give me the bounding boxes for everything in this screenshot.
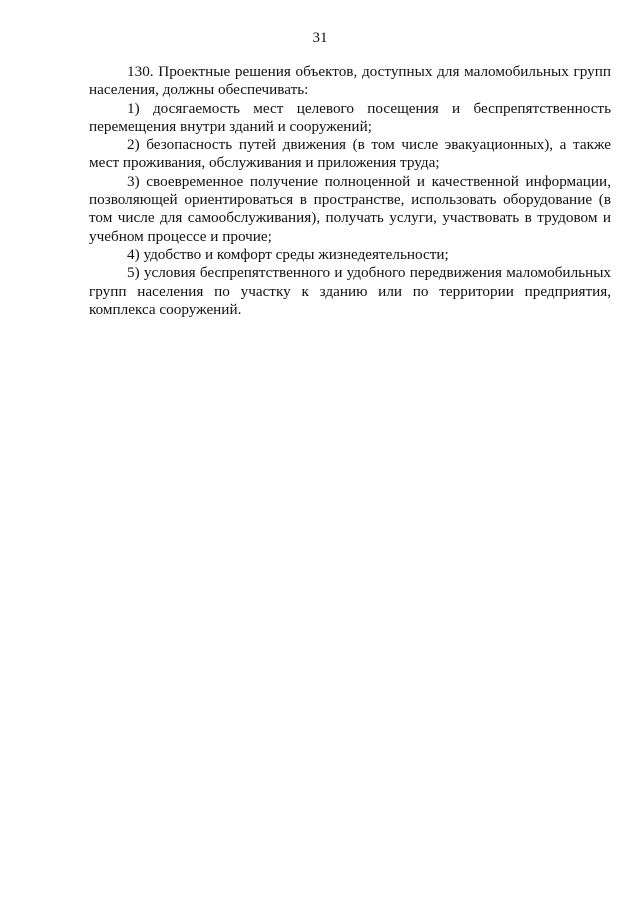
page-number: 31 — [312, 30, 328, 46]
list-item-1: 1) досягаемость мест целевого посещения и беспрепятственность перемещения внутри зданий и сооружений; — [89, 99, 611, 135]
list-item-5: 5) условия беспрепятственного и удобного передвижения маломобильных групп населения по участку к зданию или по территории предприятия, комплекса сооружений. — [89, 264, 611, 318]
clause-heading: 130. Проектные решения объектов, доступных для маломобильных групп населения, должны обеспечивать: — [89, 63, 611, 99]
list-item-4: 4) удобство и комфорт среды жизнедеятельности; — [127, 245, 449, 263]
document-body — [89, 63, 611, 319]
list-item-3: 3) своевременное получение полноценной и качественной информации, позволяющей ориентироваться в пространстве, использовать оборудование (в том числе для самообслуживания), получать услуги, участвовать в трудовом и учебном процессе и прочие; — [89, 172, 611, 245]
list-item-2: 2) безопасность путей движения (в том числе эвакуационных), а также мест проживания, обслуживания и приложения труда; — [89, 136, 611, 172]
